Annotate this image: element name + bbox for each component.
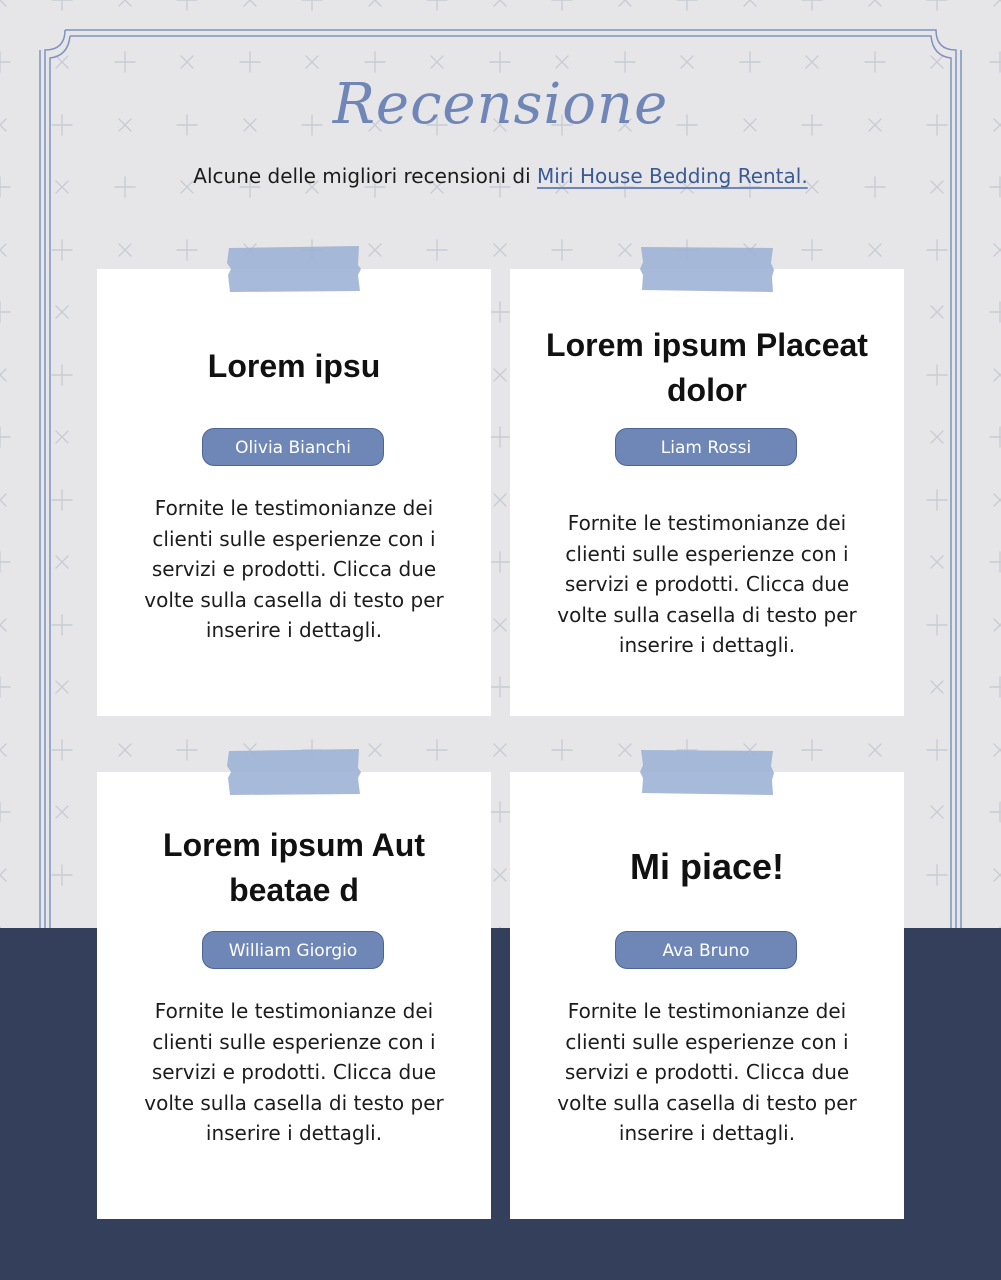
review-card — [510, 772, 904, 1219]
reviewer-name-badge: Liam Rossi — [615, 428, 797, 466]
review-text: Fornite le testimonianze dei clienti sulle esperienze con i servizi e prodotti. Clicca due volte sulla casella di testo per inserire i dettagli. — [557, 999, 857, 1145]
page-subtitle — [0, 164, 1001, 188]
review-text: Fornite le testimonianze dei clienti sulle esperienze con i servizi e prodotti. Clicca due volte sulla casella di testo per inserire i dettagli. — [557, 511, 857, 657]
reviewer-name-badge: Olivia Bianchi — [202, 428, 384, 466]
company-link[interactable]: Miri House Bedding Rental. — [537, 164, 808, 188]
tape-decoration — [227, 748, 361, 796]
reviewer-name-badge: William Giorgio — [202, 931, 384, 969]
review-title: Lorem ipsum Placeat dolor — [546, 327, 868, 408]
review-card — [510, 269, 904, 716]
review-title: Mi piace! — [629, 846, 785, 887]
reviewer-name-badge: Ava Bruno — [615, 931, 797, 969]
subtitle-text: Alcune delle migliori recensioni di — [193, 164, 538, 188]
tape-decoration — [640, 748, 774, 796]
tape-decoration — [640, 245, 774, 293]
review-title: Lorem ipsu — [207, 348, 381, 384]
review-card — [97, 269, 491, 716]
review-title: Lorem ipsum Aut beatae d — [163, 827, 425, 908]
review-text: Fornite le testimonianze dei clienti sulle esperienze con i servizi e prodotti. Clicca due volte sulla casella di testo per inserire i dettagli. — [144, 999, 444, 1145]
page-title: Recensione — [332, 72, 669, 137]
tape-decoration — [227, 245, 361, 293]
review-text: Fornite le testimonianze dei clienti sulle esperienze con i servizi e prodotti. Clicca due volte sulla casella di testo per inserire i dettagli. — [144, 496, 444, 642]
review-card — [97, 772, 491, 1219]
